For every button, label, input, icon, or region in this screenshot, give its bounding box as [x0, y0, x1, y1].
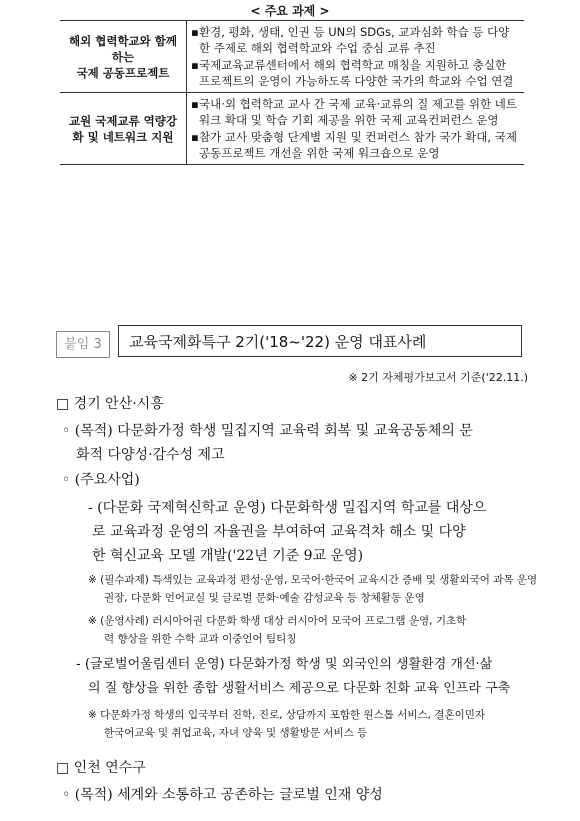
project-line: 한 혁신교육 모델 개발('22년 기준 9교 운영) [92, 548, 364, 564]
reference-note: ※ 2기 자체평가보고서 기준('22.11.) [348, 371, 528, 384]
appendix-label: 붙임 3 [56, 331, 110, 358]
project-line: 의 질 향상을 위한 종합 생활서비스 제공으로 다문화 친화 교육 인프라 구축 [88, 681, 511, 696]
row-label: 교원 국제교류 역량강 화 및 네트워크 지원 [60, 93, 187, 165]
row-label: 해외 협력학교와 함께 하는 국제 공동프로젝트 [60, 21, 187, 93]
section-heading: □ 인천 연수구 [56, 760, 146, 776]
section-heading: □ 경기 안산·시흥 [56, 396, 164, 412]
note-line: ※ (필수과제) 특색있는 교육과정 편성·운영, 모국어·한국어 교육시간 증배 및 생활외국어 과목 운영 [88, 574, 538, 586]
table-title: < 주요 과제 > [250, 4, 330, 18]
purpose-line: ◦ (목적) 세계와 소통하고 공존하는 글로벌 인재 양성 [62, 787, 383, 803]
appendix-title: 교육국제화특구 2기('18~'22) 운영 대표사례 [118, 325, 522, 357]
list-item: ▪ 참가 교사 맞춤형 단계별 지원 및 컨퍼런스 참가 국가 확대, 국제 공동프로젝트 개선을 위한 국제 워크숍으로 운영 [191, 130, 517, 160]
purpose-line: 화적 다양성·감수성 제고 [76, 447, 225, 463]
project-line: - (글로벌어울림센터 운영) 다문화가정 학생 및 외국인의 생활환경 개선·삶 [76, 657, 493, 672]
project-line: - (다문화 국제혁신학교 운영) 다문화학생 밀집지역 학교를 대상으 [88, 500, 487, 516]
list-item: ▪ 환경, 평화, 생태, 인권 등 UN의 SDGs, 교과심화 학습 등 다양한 주제로 해외 협력학교와 수업 중심 교류 추진 [191, 25, 510, 55]
table-row [60, 93, 524, 165]
note-line: ※ (운영사례) 러시아어권 다문화 학생 대상 러시아어 모국어 프로그램 운영, 기초학 [88, 615, 467, 627]
list-item: ▪ 국내·외 협력학교 교사 간 국제 교육·교류의 질 제고를 위한 네트워크 확대 및 학습 기회 제공을 위한 국제 교육컨퍼런스 운영 [191, 97, 517, 127]
note-line: 력 향상을 위한 수학 교과 이중언어 팀티칭 [104, 633, 297, 645]
table-row [60, 21, 524, 93]
row-content [187, 21, 525, 93]
key-tasks-table [60, 20, 524, 165]
project-line: 로 교육과정 운영의 자율권을 부여하여 교육격차 해소 및 다양 [92, 524, 466, 540]
purpose-line: ◦ (목적) 다문화가정 학생 밀집지역 교육력 회복 및 교육공동체의 문 [62, 423, 473, 439]
list-item: ▪ 국제교육교류센터에서 해외 협력학교 매칭을 지원하고 충실한 프로젝트의 운영이 가능하도록 다양한 국가의 학교와 수업 연결 [191, 58, 514, 88]
row-content [187, 93, 525, 165]
note-line: 권장, 다문화 언어교실 및 글로벌 문화·예술 감성교육 등 창체활동 운영 [104, 592, 425, 604]
note-line: ※ 다문화가정 학생의 입국부터 진학, 진로, 상담까지 포함한 원스톱 서비스, 결혼이민자 [88, 709, 486, 721]
note-line: 한국어교육 및 취업교육, 자녀 양육 및 생활방문 서비스 등 [104, 727, 368, 739]
main-projects-label: ◦ (주요사업) [62, 472, 140, 488]
